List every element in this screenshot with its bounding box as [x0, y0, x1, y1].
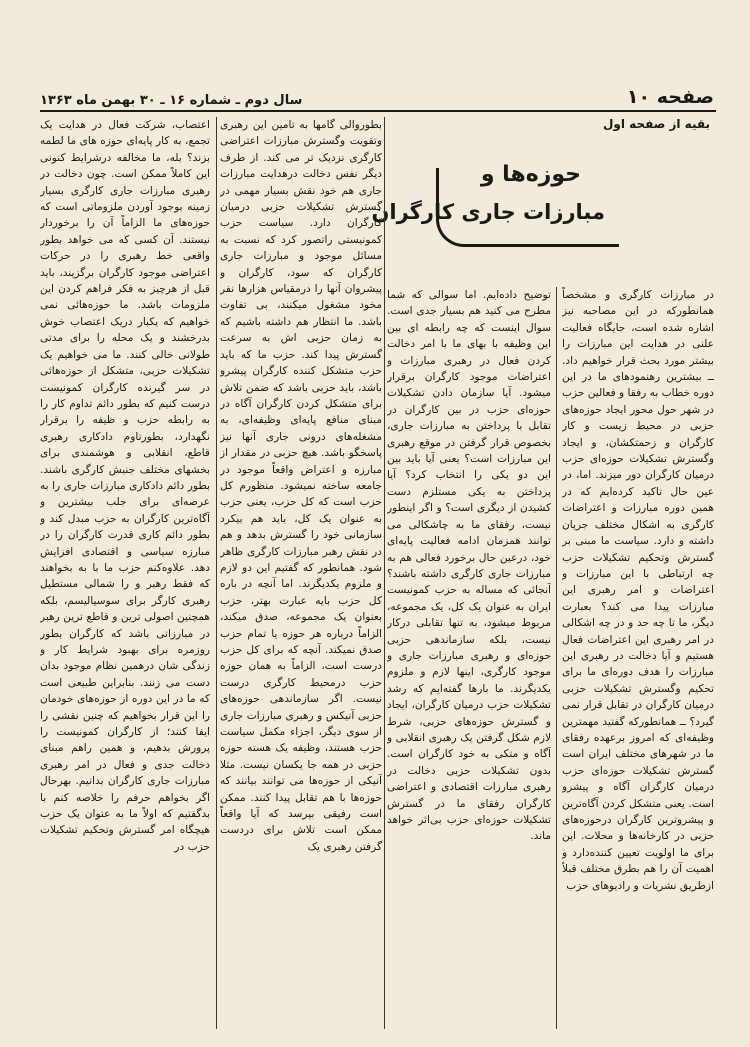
issue-info: سال دوم ـ شماره ۱۶ ـ ۳۰ بهمن ماه ۱۳۶۳	[40, 93, 303, 108]
headline-line-2: مبارزات جاری کارگران	[371, 200, 605, 224]
column-4-text: اعتصاب، شرکت فعال در هدایت یک تجمع، به کار پایه‌ای حوزه های ما لطمه بزند؟ بله، ما مخالفه درشرایط کنونی این کاملاً ممکن است. چون دخالت در رهبری مبارزات جاری کارگری بسیار زمینه بوجود آوردن ملزوماتی است که حوزه‌های ما الزاماً آن را برخوردار نیستند. آن کسی که می خواهد بطور واقعی خط رهبری را در حرکات اعتراضی موجود کارگران برگزیند، باید قبل از هرچیز به فکر فراهم کردن این ملزومات باشد. ما حوزه‌هائی نمی خواهیم که یکبار دریک اعتصاب خوش بدرخشند و یک محله را برای مدتی طولانی خالی کنند. ما می خواهیم یک تشکیلات حزبی، متشکل از حوزه‌هائی در سر گیرنده کارگران کمونیست درست کنیم که بطور دائم تداوم کار را به رابطه حزب و ظیفه را برقرار نگهدارد، بطورتاوم دادکاری رهبری قاطع، انقلابی و هوشمندی برای بخشهای مختلف جنبش کارگری باشند. بطور دائم دادکاری مبارزات جاری را به عرصه‌ای برای جلب بیشترین و آگاه‌ترین کارگران به حزب مبدل کند و بطور دائم کاری قدرت کارگران را در مبارزه سیاسی و اقتصادی افزایش دهد. علاوه‌کنم حزب ما با به بخواهند که فقط رهبر و را شمالی مستطیل رهبری کارگر برای سوسیالیسم، بلکه همچنین اصولی ترین و قاطع ترین رهبر در مبارزاتی باشد که کارگران بطور روزمره برای بهبود شرایط کار و زندگی شان درهمین نظام موجود بدان دست می زنند. بنابراین طبیعی است که ما در این دوره از حوزه‌های خودمان را این قرار بخواهیم که چنین نقشی را ایفا کنند؛ از کارگران کمونیست را پرورش بدهیم، و همین راهم مبنای دخالت جدی و فعال در امر رهبری مبارزات جاری کارگران بدانیم. بهرحال اگر بخواهم حرفم را خلاصه کنم با بدگفتیم که اولاً ما به عنوان یک حزب هیچگاه امر گسترش وتحکیم تشکیلات حزب در	[40, 119, 210, 853]
article-headline	[371, 162, 619, 247]
column-divider	[384, 117, 385, 1029]
text-column-4	[40, 117, 210, 1032]
headline-line-1: حوزه‌ها و	[480, 162, 581, 187]
page-number: صفحه ۱۰	[626, 86, 714, 108]
column-3-text: بطوروالی گامها به تامین این رهبری وتقویت وگسترش مبارزات اعتراضی کارگری نزدیک تر می کند. از طرف دیگر نفس دخالت درهدایت مبارزات جاری هم خود نقش بسیار مهمی در گسترش تشکیلات حزبی درمیان کارگران دارد. سیاست حزب کمونیستی راتصور کرد که نسبت به مسائل موجود و مبارزات جاری کارگران که سود، کارگران و پیشروان آنها را درمقیاس هزارها نفر مخود مشغول میکنند، بی تفاوت باشد. ما انتظار هم داشته باشیم که به زمان حزبی اش به سرعت گسترش پیدا کند. حزب ما که باید حزب متشکل کننده کارگران پیشرو باشد، باید حزبی باشد که ضمن تلاش برای متشکل کردن کارگران آگاه در مبنای منافع پایه‌ای وظیفه‌ای، به مشغله‌های درونی جاری آنها نیز پاسخگو باشد. هیچ حزبی در مقدار از مبارزه و اعتراض واقعاً موجود در جامعه ساخته نمیشود. منظورم کل حزب است که کل حزب، یعنی حزب به عنوان یک کل، باید هم بیکرد سازمانی خود را گسترش بدهد و هم در نقش رهبر مبارزات کارگری ظاهر شود. همانطور که گفتیم این دو لازم و ملزوم یکدیگرند. اما آنچه در باره کل حزب بایه عبارت بهتر، حزب بعنوان یک مجموعه، صدق میکند، الزاماً درباره هر حوزه یا تمام حزب صدق نمیکند. آنچه که برای کل حزب درست است، الزاماً به همان حوزه حزب درمحیط کارگری درست نیست. اگر سازماندهی حوزه‌های حزبی آنیکس و رهبری مبارزات جاری از سوی دیگر، اجزاء مکمل سیاست حزب هستند، وظیفه یک هسته حوزه حزبی در همه جا یکسان نیست. مثلا آنیکی از حوزه‌ها می توانند بیانند که حوزه‌ها با هم تقابل پیدا کنند. ممکن است رفیقی بپرسد که آیا واقعاً ممکن است تلاش برای دردست گرفتن رهبری یک	[220, 119, 382, 853]
column-1-text: در مبارزات کارگری و مشخصاً همانطورکه در این مصاحبه نیز اشاره شده است، جایگاه فعالیت علنی در هدایت این مبارزات را بیشتر مورد بحث قرار خواهیم داد. ــ بیشترین رهنمودهای ما در این دوره خطاب به رفقا و فعالین حزب در شهر حول محور ایجاد حوزه‌های حزبی در محیط زیست و کار کارگران و زحمتکشان، و ایجاد وگسترش تشکیلات حوزه‌ای حزب درمیان کارگران دور میزند. اما، در عین حال تاکید کرده‌ایم که در همین دوره مبارزات و اعتراضات کارگری به اشکال مختلف جریان داشته و دارد. سیاست ما مبنی بر گسترش وتحکیم تشکیلات حزب چه ارتباطی با این مبارزات و اعتراضات و امر رهبری این مبارزات پیدا می کند؟ بعبارت دیگر، ما تا چه حد و در چه اشکالی در امر رهبری این اعتراضات فعال هستیم و آیا دخالت در رهبری این مبارزات را هدف دوره‌ای ما برای تحکیم وگسترش تشکیلات حزبی درمیان کارگران در تقابل قرار نمی گیرد؟ ــ همانطورکه گفتید مهمترین وظیفه‌ای که امروز برعهده رفقای ما در شهرهای مختلف ایران است گسترش تشکیلات حوزه‌ای حزب درمیان کارگران آگاه و پیشرو است. یعنی متشکل کردن آگاه‌ترین و پیشروترین کارگران درحوزه‌های حزبی در کارخانه‌ها و محلات. این برای ما اولویت تعیین کننده‌دارد و اهمیت آن را هم بطرق مختلف قبلاً ازطریق نشریات و رادیوهای حزب	[562, 289, 714, 892]
column-divider	[556, 287, 557, 1029]
text-column-2	[387, 287, 551, 1032]
text-column-1	[562, 287, 714, 1032]
column-2-text: توضیح داده‌ایم. اما سوالی که شما مطرح می کنید هم بسیار جدی است. سوال اینست که چه رابطه ای بین این وظیفه با بهای ما با امر دخالت کردن فعال در رهبری مبارزات و اعتراضات موجود کارگران برقرار میشود. آیا سازمان دادن تشکیلات حوزه‌ای حزب در بین کارگران در تقابل با پرداختن به مبارزات جاری، بخصوص قرار گرفتن در موقع رهبری این مبارزات است؟ یعنی آیا باید بین این دو یکی را انتخاب کرد؟ آیا پرداختن به یکی مستلزم دست کشیدن از دیگری است؟ و اگر اینطور نیست، رفقای ما به چاشکالی می توانند همزمان ادامه فعالیت پایه‌ای خود، درعین حال برخورد فعالی هم به مبارزات جاری کارگری داشته باشند؟ آنجائی که مساله به حزب کمونیست ایران به عنوان یک کل، یک مجموعه، مربوط میشود، به تنها تقابلی درکار نیست، بلکه سازماندهی حزبی حوزه‌ای و رهبری مبارزات جاری و موجود کارگری، اینها لازم و ملزوم یکدیگرند. ما بارها گفته‌ایم که رشد تشکیلات حزب درمیان کارگران، ایجاد و گسترش حوزه‌های حزبی، شرط لازم شکل گرفتن یک رهبری انقلابی و آگاه و متکی به خود کارگران است. بدون تشکیلات حزبی دخالت در رهبری مبارزات اقتصادی و اعتراضی کارگران رفقای ما در گسترش تشکیلات حوزه‌ای حزب بی‌اثر خواهد ماند.	[387, 289, 551, 843]
header-rule	[40, 110, 716, 112]
page-header	[40, 82, 714, 108]
continuation-note: بقیه از صفحه اول	[602, 117, 710, 131]
text-column-3	[220, 117, 382, 1032]
column-divider	[216, 117, 217, 1029]
